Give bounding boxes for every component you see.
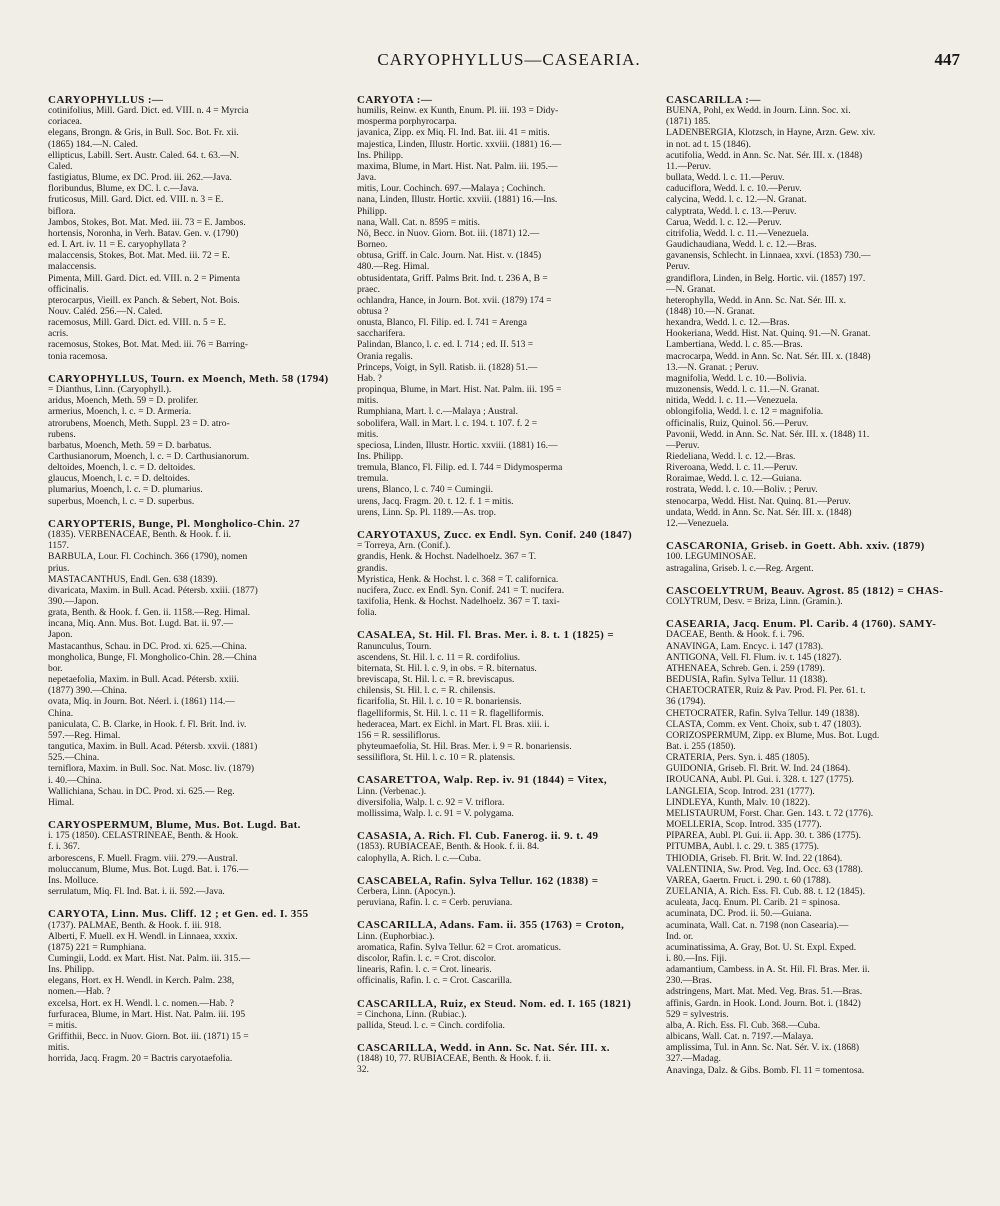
entry-line: excelsa, Hort. ex H. Wendl. l. c. nomen.—Hab. ? xyxy=(48,998,234,1009)
entry-line: ATHENAEA, Schreb. Gen. i. 259 (1789). xyxy=(666,663,825,674)
entry-line: astragalina, Griseb. l. c.—Reg. Argent. xyxy=(666,563,814,574)
entry-line: muzonensis, Wedd. l. c. 11.—N. Granat. xyxy=(666,385,820,396)
entry-line: glaucus, Moench, l. c. = D. deltoides. xyxy=(48,474,191,485)
entry-line: Gaudichaudiana, Wedd. l. c. 12.—Bras. xyxy=(666,240,817,251)
entry-line: citrifolia, Wedd. l. c. 11.—Venezuela. xyxy=(666,228,809,239)
entry-line: 13.—N. Granat. ; Peruv. xyxy=(666,362,759,373)
entry-line: urens, Linn. Sp. Pl. 1189.—As. trop. xyxy=(357,507,496,518)
entry-line: diversifolia, Walp. l. c. 92 = V. triflora. xyxy=(357,797,505,808)
entry-gap xyxy=(357,987,652,998)
genus-heading: CASCABELA, Rafin. Sylva Tellur. 162 (1838) = xyxy=(357,875,599,887)
entry-line: nana, Wall. Cat. n. 8595 = mitis. xyxy=(357,217,480,228)
entry-line: propinqua, Blume, in Mart. Hist. Nat. Palm. iii. 195 = xyxy=(357,385,562,396)
genus-heading: CASCARILLA, Adans. Fam. ii. 355 (1763) = Croton, xyxy=(357,920,625,932)
entry-line: 327.—Madag. xyxy=(666,1054,721,1065)
entry-line: Myristica, Henk. & Hochst. l. c. 368 = T. californica. xyxy=(357,574,559,585)
entry-line: DACEAE, Benth. & Hook. f. i. 796. xyxy=(666,630,805,641)
entry-line: malaccensis, Stokes, Bot. Mat. Med. iii. 72 = E. xyxy=(48,251,230,262)
entry-line: BUENA, Pohl, ex Wedd. in Journ. Linn. Soc. xi. xyxy=(666,106,851,117)
entry-line: amplissima, Tul. in Ann. Sc. Nat. Sér. V. ix. (1868) xyxy=(666,1043,860,1054)
entry-line: CRATERIA, Pers. Syn. i. 485 (1805). xyxy=(666,753,810,764)
entry-line: 597.—Reg. Himal. xyxy=(48,730,121,741)
genus-heading: CASCARILLA, Wedd. in Ann. Sc. Nat. Sér. III. x. xyxy=(357,1043,610,1055)
entry-line: biflora. xyxy=(48,206,76,217)
entry-line: tremula, Blanco, Fl. Filip. ed. I. 744 = Didymosperma xyxy=(357,463,563,474)
page-number: 447 xyxy=(934,50,960,69)
entry-line: aculeata, Jacq. Enum. Pl. Carib. 21 = spinosa. xyxy=(666,898,840,909)
entry-line: Nouv. Caléd. 256.—N. Caled. xyxy=(48,306,163,317)
entry-line: prius. xyxy=(48,563,70,574)
entry-line: adstringens, Mart. Mat. Med. Veg. Bras. 51.—Bras. xyxy=(666,987,863,998)
entry-line: fruticosus, Mill. Gard. Dict. ed. VIII. n. 3 = E. xyxy=(48,195,224,206)
entry-line: 525.—China. xyxy=(48,753,100,764)
entry-line: nepetaefolia, Maxim. in Bull. Acad. Pétersb. xxiii. xyxy=(48,675,240,686)
entry-line: oblongifolia, Wedd. l. c. 12 = magnifolia. xyxy=(666,407,824,418)
entry-line: Cumingii, Lodd. ex Mart. Hist. Nat. Palm. iii. 315.— xyxy=(48,953,251,964)
entry-line: peruviana, Rafin. l. c. = Cerb. peruviana. xyxy=(357,898,513,909)
entry-gap xyxy=(666,608,961,619)
entry-line: Caled. xyxy=(48,161,73,172)
entry-gap xyxy=(48,508,343,519)
entry-line: Roraimae, Wedd. l. c. 12.—Guiana. xyxy=(666,474,802,485)
entry-line: urens, Jacq. Fragm. 20. t. 12. f. 1 = mitis. xyxy=(357,496,514,507)
entry-line: CHAETOCRATER, Ruiz & Pav. Prod. Fl. Per. 61. t. xyxy=(666,686,866,697)
entry-line: Bat. i. 255 (1850). xyxy=(666,742,736,753)
entry-line: (1848) 10.—N. Granat. xyxy=(666,306,755,317)
running-head xyxy=(48,50,970,74)
entry-line: calycina, Wedd. l. c. 12.—N. Granat. xyxy=(666,195,807,206)
entry-line: BEDUSIA, Rafin. Sylva Tellur. 11 (1838). xyxy=(666,675,828,686)
entry-line: MOELLERIA, Scop. Introd. 335 (1777). xyxy=(666,820,822,831)
entry-line: malaccensis. xyxy=(48,262,97,273)
entry-line: LADENBERGIA, Klotzsch, in Hayne, Arzn. Gew. xiv. xyxy=(666,128,876,139)
entry-line: CORIZOSPERMUM, Zipp. ex Blume, Mus. Bot. Lugd. xyxy=(666,730,880,741)
entry-line: linearis, Rafin. l. c. = Crot. linearis. xyxy=(357,965,492,976)
entry-line: plumarius, Moench, l. c. = D. plumarius. xyxy=(48,485,203,496)
entry-gap xyxy=(666,530,961,541)
entry-line: Ins. Philipp. xyxy=(357,150,404,161)
entry-line: tangutica, Maxim. in Bull. Acad. Pétersb. xxvii. (1881) xyxy=(48,742,258,753)
entry-line: serrulatum, Miq. Fl. Ind. Bat. i. ii. 592.—Java. xyxy=(48,887,225,898)
entry-line: = Cinchona, Linn. (Rubiac.). xyxy=(357,1009,467,1020)
entry-line: = Dianthus, Linn. (Caryophyll.). xyxy=(48,385,172,396)
entry-line: PIPAREA, Aubl. Pl. Gui. ii. App. 30. t. 386 (1775). xyxy=(666,831,861,842)
genus-heading: CASCARILLA :— xyxy=(666,95,761,106)
entry-line: majestica, Linden, Illustr. Hortic. xxviii. (1881) 16.— xyxy=(357,139,562,150)
entry-line: alba, A. Rich. Ess. Fl. Cub. 368.—Cuba. xyxy=(666,1020,821,1031)
entry-line: fastigiatus, Blume, ex DC. Prod. iii. 262.—Java. xyxy=(48,173,232,184)
entry-line: magnifolia, Wedd. l. c. 10.—Bolivia. xyxy=(666,373,807,384)
entry-line: officinalis. xyxy=(48,284,89,295)
entry-line: 32. xyxy=(357,1065,369,1076)
entry-line: nomen.—Hab. ? xyxy=(48,987,111,998)
entry-line: (1853). RUBIACEAE, Benth. & Hook. f. ii. 84. xyxy=(357,842,540,853)
entry-gap xyxy=(48,363,343,374)
entry-line: ZUELANIA, A. Rich. Ess. Fl. Cub. 88. t. 12 (1845). xyxy=(666,887,865,898)
entry-line: (1835). VERBENACEAE, Benth. & Hook. f. ii. xyxy=(48,530,231,541)
entry-line: grata, Benth. & Hook. f. Gen. ii. 1158.—Reg. Himal. xyxy=(48,608,251,619)
genus-heading: CASALEA, St. Hil. Fl. Bras. Mer. i. 8. t. 1 (1825) = xyxy=(357,630,615,642)
entry-line: sobolifera, Wall. in Mart. l. c. 194. t. 107. f. 2 = xyxy=(357,418,538,429)
entry-line: (1737). PALMAE, Benth. & Hook. f. iii. 918. xyxy=(48,920,222,931)
entry-line: calophylla, A. Rich. l. c.—Cuba. xyxy=(357,853,482,864)
entry-line: adamantium, Cambess. in A. St. Hil. Fl. Bras. Mer. ii. xyxy=(666,965,870,976)
entry-line: Himal. xyxy=(48,797,75,808)
entry-line: GUIDONIA, Griseb. Fl. Brit. W. Ind. 24 (1864). xyxy=(666,764,851,775)
entry-line: maxima, Blume, in Mart. Hist. Nat. Palm. iii. 195.— xyxy=(357,161,558,172)
entry-line: phyteumaefolia, St. Hil. Bras. Mer. i. 9 = R. bonariensis. xyxy=(357,742,572,753)
entry-line: saccharifera. xyxy=(357,329,406,340)
entry-line: tonia racemosa. xyxy=(48,351,108,362)
entry-line: f. i. 367. xyxy=(48,842,80,853)
entry-line: folia. xyxy=(357,608,377,619)
entry-line: mongholica, Bunge, Fl. Mongholico-Chin. 28.—China xyxy=(48,652,257,663)
entry-line: grandiflora, Linden, in Belg. Hortic. vii. (1857) 197. xyxy=(666,273,866,284)
entry-line: Ins. Molluce. xyxy=(48,875,99,886)
entry-line: ANAVINGA, Lam. Encyc. i. 147 (1783). xyxy=(666,641,824,652)
entry-line: Jambos, Stokes, Bot. Mat. Med. iii. 73 = E. Jambos. xyxy=(48,217,246,228)
entry-line: incana, Miq. Ann. Mus. Bot. Lugd. Bat. ii. 97.— xyxy=(48,619,233,630)
entry-line: = Torreya, Arn. (Conif.). xyxy=(357,541,451,552)
entry-line: China. xyxy=(48,708,74,719)
entry-line: Pavonii, Wedd. in Ann. Sc. Nat. Sér. III. x. (1848) 11. xyxy=(666,429,870,440)
entry-line: ochlandra, Hance, in Journ. Bot. xvii. (1879) 174 = xyxy=(357,295,552,306)
genus-heading: CARYOPHYLLUS :— xyxy=(48,95,164,106)
entry-line: mollissima, Walp. l. c. 91 = V. polygama. xyxy=(357,808,514,819)
entry-line: —N. Granat. xyxy=(666,284,716,295)
entry-line: ovata, Miq. in Journ. Bot. Néerl. i. (1861) 114.— xyxy=(48,697,235,708)
column-middle xyxy=(357,95,652,1077)
entry-line: LINDLEYA, Kunth, Malv. 10 (1822). xyxy=(666,797,810,808)
genus-heading: CARYOTAXUS, Zucc. ex Endl. Syn. Conif. 240 (1847) xyxy=(357,530,633,542)
entry-line: acris. xyxy=(48,329,69,340)
entry-line: (1875) 221 = Rumphiana. xyxy=(48,942,147,953)
entry-line: PITUMBA, Aubl. l. c. 29. t. 385 (1775). xyxy=(666,842,820,853)
entry-gap xyxy=(48,898,343,909)
entry-line: bullata, Wedd. l. c. 11.—Peruv. xyxy=(666,173,785,184)
entry-line: Riveroana, Wedd. l. c. 11.—Peruv. xyxy=(666,463,798,474)
entry-line: BARBULA, Lour. Fl. Cochinch. 366 (1790), nomen xyxy=(48,552,248,563)
entry-gap xyxy=(357,1032,652,1043)
entry-line: breviscapa, St. Hil. l. c. = R. breviscapus. xyxy=(357,675,515,686)
entry-line: Carua, Wedd. l. c. 12.—Peruv. xyxy=(666,217,782,228)
entry-line: moluccanum, Blume, Mus. Bot. Lugd. Bat. i. 176.— xyxy=(48,864,249,875)
entry-line: 1157. xyxy=(48,541,70,552)
entry-gap xyxy=(48,809,343,820)
entry-line: officinalis, Ruiz, Quinol. 56.—Peruv. xyxy=(666,418,809,429)
entry-line: aromatica, Rafin. Sylva Tellur. 62 = Crot. aromaticus. xyxy=(357,942,561,953)
entry-line: aridus, Moench, Meth. 59 = D. prolifer. xyxy=(48,396,199,407)
entry-line: 390.—Japon. xyxy=(48,597,99,607)
entry-line: MASTACANTHUS, Endl. Gen. 638 (1839). xyxy=(48,574,218,585)
entry-line: racemosus, Stokes, Bot. Mat. Med. iii. 76 = Barring- xyxy=(48,340,249,351)
entry-line: discolor, Rafin. l. c. = Crot. discolor. xyxy=(357,953,497,964)
genus-heading: CASCARILLA, Ruiz, ex Steud. Nom. ed. I. 165 (1821) xyxy=(357,998,632,1010)
entry-line: ascendens, St. Hil. l. c. 11 = R. cordifolius. xyxy=(357,652,521,663)
entry-line: 12.—Venezuela. xyxy=(666,518,729,529)
entry-line: Linn. (Euphorbiac.). xyxy=(357,931,435,942)
entry-line: speciosa, Linden, Illustr. Hortic. xxviii. (1881) 16.— xyxy=(357,440,558,451)
entry-line: acuminata, Wall. Cat. n. 7198 (non Casearia).— xyxy=(666,920,849,931)
entry-line: superbus, Moench, l. c. = D. superbus. xyxy=(48,496,195,507)
genus-heading: CASCOELYTRUM, Beauv. Agrost. 85 (1812) = CHAS- xyxy=(666,585,944,597)
entry-line: 230.—Bras. xyxy=(666,976,712,987)
entry-line: macrocarpa, Wedd. in Ann. Sc. Nat. Sér. III. x. (1848) xyxy=(666,351,871,362)
entry-line: stenocarpa, Wedd. Hist. Nat. Quinq. 81.—Peruv. xyxy=(666,496,851,507)
entry-line: Java. xyxy=(357,173,377,184)
entry-line: i. 175 (1850). CELASTRINEAE, Benth. & Hook. xyxy=(48,831,239,842)
entry-line: Palindan, Blanco, l. c. ed. I. 714 ; ed. II. 513 = xyxy=(357,340,534,351)
entry-line: hexandra, Wedd. l. c. 12.—Bras. xyxy=(666,318,790,329)
entry-line: VALENTINIA, Sw. Prod. Veg. Ind. Occ. 63 (1788). xyxy=(666,864,863,875)
entry-line: pallida, Steud. l. c. = Cinch. cordifolia. xyxy=(357,1020,505,1031)
entry-line: hortensis, Noronha, in Verh. Batav. Gen. v. (1790) xyxy=(48,228,239,239)
entry-line: Pimenta, Mill. Gard. Dict. ed. VIII. n. 2 = Pimenta xyxy=(48,273,240,284)
entry-line: albicans, Wall. Cat. n. 7197.—Malaya. xyxy=(666,1032,814,1043)
entry-line: Ins. Philipp. xyxy=(357,452,404,462)
text-columns xyxy=(48,95,970,1077)
entry-line: 11.—Peruv. xyxy=(666,161,711,172)
entry-line: Griffithii, Becc. in Nuov. Giorn. Bot. iii. (1871) 15 = xyxy=(48,1032,249,1043)
entry-line: racemosus, Mill. Gard. Dict. ed. VIII. n. 5 = E. xyxy=(48,318,226,329)
genus-heading: CARYOPHYLLUS, Tourn. ex Moench, Meth. 58 (1794) xyxy=(48,373,329,385)
entry-line: acuminatissima, A. Gray, Bot. U. St. Expl. Exped. xyxy=(666,942,857,953)
entry-line: Cerbera, Linn. (Apocyn.). xyxy=(357,887,456,898)
entry-line: acutifolia, Wedd. in Ann. Sc. Nat. Sér. III. x. (1848) xyxy=(666,150,863,161)
entry-gap xyxy=(357,519,652,530)
genus-heading: CARYOSPERMUM, Blume, Mus. Bot. Lugd. Bat. xyxy=(48,820,301,832)
entry-line: ficarifolia, St. Hil. l. c. 10 = R. bonariensis. xyxy=(357,697,522,708)
entry-line: affinis, Gardn. in Hook. Lond. Journ. Bot. i. (1842) xyxy=(666,998,861,1009)
entry-line: humilis, Reinw. ex Kunth, Enum. Pl. iii. 193 = Didy- xyxy=(357,106,559,117)
entry-line: chilensis, St. Hil. l. c. = R. chilensis. xyxy=(357,686,496,697)
entry-line: Wallichiana, Schau. in DC. Prod. xi. 625.— Reg. xyxy=(48,786,235,797)
entry-line: COLYTRUM, Desv. = Briza, Linn. (Gramin.). xyxy=(666,597,843,607)
entry-line: armerius, Moench, l. c. = D. Armeria. xyxy=(48,407,192,418)
entry-line: VAREA, Gaertn. Fruct. i. 290. t. 60 (1788). xyxy=(666,875,832,886)
entry-line: Hab. ? xyxy=(357,373,382,384)
entry-line: praec. xyxy=(357,284,380,295)
entry-line: mosperma porphyrocarpa. xyxy=(357,117,457,128)
entry-line: (1877) 390.—China. xyxy=(48,686,127,697)
entry-line: grandis. xyxy=(357,563,388,574)
entry-line: Peruv. xyxy=(666,262,690,273)
entry-line: Borneo. xyxy=(357,240,388,251)
entry-line: Hookeriana, Wedd. Hist. Nat. Quinq. 91.—N. Granat. xyxy=(666,329,871,340)
entry-line: undata, Wedd. in Ann. Sc. Nat. Sér. III. x. (1848) xyxy=(666,507,852,518)
entry-line: Ranunculus, Tourn. xyxy=(357,641,432,652)
entry-line: arborescens, F. Muell. Fragm. viii. 279.—Austral. xyxy=(48,853,238,864)
entry-line: horrida, Jacq. Fragm. 20 = Bactris caryotaefolia. xyxy=(48,1054,233,1065)
entry-line: coriacea. xyxy=(48,117,83,128)
genus-heading: CASASIA, A. Rich. Fl. Cub. Fanerog. ii. 9. t. 49 xyxy=(357,831,599,843)
entry-line: Nö, Becc. in Nuov. Giorn. Bot. iii. (1871) 12.— xyxy=(357,228,540,239)
entry-line: floribundus, Blume, ex DC. l. c.—Java. xyxy=(48,184,199,195)
entry-line: officinalis, Rafin. l. c. = Crot. Cascarilla. xyxy=(357,976,513,987)
entry-line: cotinifolius, Mill. Gard. Dict. ed. VIII. n. 4 = Myrcia xyxy=(48,106,249,117)
entry-line: rubens. xyxy=(48,429,76,440)
entry-line: acuminata, DC. Prod. ii. 50.—Guiana. xyxy=(666,909,812,920)
entry-line: —Peruv. xyxy=(666,440,700,451)
entry-line: IROUCANA, Aubl. Pl. Gui. i. 328. t. 127 (1775). xyxy=(666,775,854,786)
entry-line: biternata, St. Hil. l. c. 9, in obs. = R. biternatus. xyxy=(357,663,537,674)
entry-line: pterocarpus, Vieill. ex Panch. & Sebert, Not. Bois. xyxy=(48,295,240,306)
genus-heading: CARYOPTERIS, Bunge, Pl. Mongholico-Chin. 27 xyxy=(48,518,301,530)
entry-line: CLASTA, Comm. ex Vent. Choix, sub t. 47 (1803). xyxy=(666,719,862,730)
entry-line: urens, Blanco, l. c. 740 = Cumingii. xyxy=(357,485,493,496)
entry-line: 529 = sylvestris. xyxy=(666,1009,729,1020)
entry-line: in not. ad t. 15 (1846). xyxy=(666,139,751,150)
entry-line: obtusa ? xyxy=(357,306,389,317)
entry-line: Lambertiana, Wedd. l. c. 85.—Bras. xyxy=(666,340,803,351)
entry-line: Alberti, F. Muell. ex H. Wendl. in Linnaea, xxxix. xyxy=(48,931,238,942)
entry-line: mitis. xyxy=(357,396,379,407)
entry-line: LANGLEIA, Scop. Introd. 231 (1777). xyxy=(666,786,815,797)
entry-line: taxifolia, Henk. & Hochst. Nadelhoelz. 367 = T. taxi- xyxy=(357,597,560,608)
entry-line: sessiliflora, St. Hil. l. c. 10 = R. platensis. xyxy=(357,753,516,764)
entry-line: javanica, Zipp. ex Miq. Fl. Ind. Bat. iii. 41 = mitis. xyxy=(357,128,550,139)
entry-line: i. 40.—China. xyxy=(48,775,102,786)
entry-line: 36 (1794). xyxy=(666,697,706,708)
entry-line: ellipticus, Labill. Sert. Austr. Caled. 64. t. 63.—N. xyxy=(48,150,240,161)
genus-heading: CARYOTA, Linn. Mus. Cliff. 12 ; et Gen. ed. I. 355 xyxy=(48,909,309,921)
entry-line: elegans, Brongn. & Gris, in Bull. Soc. Bot. Fr. xii. xyxy=(48,128,239,139)
entry-line: nitida, Wedd. l. c. 11.—Venezuela. xyxy=(666,396,798,407)
entry-line: Riedeliana, Wedd. l. c. 12.—Bras. xyxy=(666,452,796,462)
entry-line: onusta, Blanco, Fl. Filip. ed. I. 741 = Arenga xyxy=(357,318,528,329)
entry-line: Philipp. xyxy=(357,206,387,217)
entry-line: bor. xyxy=(48,663,63,674)
entry-line: Orania regalis. xyxy=(357,351,413,362)
entry-line: mitis, Lour. Cochinch. 697.—Malaya ; Cochinch. xyxy=(357,184,546,195)
entry-line: CHETOCRATER, Rafin. Sylva Tellur. 149 (1838). xyxy=(666,708,860,719)
entry-line: mitis. xyxy=(48,1043,70,1054)
entry-line: barbatus, Moench, Meth. 59 = D. barbatus. xyxy=(48,440,212,451)
entry-line: Princeps, Voigt, in Syll. Ratisb. ii. (1828) 51.— xyxy=(357,362,538,373)
entry-line: furfuracea, Blume, in Mart. Hist. Nat. Palm. iii. 195 xyxy=(48,1009,246,1020)
entry-gap xyxy=(357,619,652,630)
entry-line: Linn. (Verbenac.). xyxy=(357,786,427,797)
entry-line: Mastacanthus, Schau. in DC. Prod. xi. 625.—China. xyxy=(48,641,247,652)
entry-gap xyxy=(357,909,652,920)
entry-line: obtusa, Griff. in Calc. Journ. Nat. Hist. v. (1845) xyxy=(357,251,542,262)
entry-line: i. 80.—Ins. Fiji. xyxy=(666,953,727,964)
entry-line: mitis. xyxy=(357,429,379,440)
entry-gap xyxy=(357,865,652,876)
entry-line: elegans, Hort. ex H. Wendl. in Kerch. Palm. 238, xyxy=(48,976,235,987)
entry-line: (1865) 184.—N. Caled. xyxy=(48,139,138,150)
entry-line: flagelliformis, St. Hil. l. c. 11 = R. flagelliformis. xyxy=(357,708,544,719)
entry-line: grandis, Henk. & Hochst. Nadelhoelz. 367 = T. xyxy=(357,552,537,563)
column-right xyxy=(666,95,961,1077)
entry-line: tremula. xyxy=(357,474,389,485)
entry-line: (1848) 10, 77. RUBIACEAE, Benth. & Hook. f. ii. xyxy=(357,1054,551,1065)
entry-line: 100. LEGUMINOSAE. xyxy=(666,552,756,563)
entry-line: nucifera, Zucc. ex Endl. Syn. Conif. 241 = T. nucifera. xyxy=(357,585,565,596)
entry-gap xyxy=(357,820,652,831)
entry-line: Japon. xyxy=(48,630,73,641)
entry-line: 480.—Reg. Himal. xyxy=(357,262,430,273)
entry-line: Ins. Philipp. xyxy=(48,965,95,976)
entry-line: ANTIGONA, Vell. Fl. Flum. iv. t. 145 (1827). xyxy=(666,652,842,663)
column-left xyxy=(48,95,343,1077)
genus-heading: CASCARONIA, Griseb. in Goett. Abh. xxiv. (1879) xyxy=(666,541,925,553)
entry-line: ed. I. Art. iv. 11 = E. caryophyllata ? xyxy=(48,240,187,251)
genus-heading: CARYOTA :— xyxy=(357,95,433,106)
entry-line: divaricata, Maxim. in Bull. Acad. Pétersb. xxiii. (1877) xyxy=(48,585,258,596)
entry-line: Rumphiana, Mart. l. c.—Malaya ; Austral. xyxy=(357,407,518,418)
entry-gap xyxy=(666,575,961,586)
genus-heading: CASEARIA, Jacq. Enum. Pl. Carib. 4 (1760). SAMY- xyxy=(666,619,937,631)
entry-line: heterophylla, Wedd. in Ann. Sc. Nat. Sér. III. x. xyxy=(666,295,847,306)
entry-line: hederacea, Mart. ex Eichl. in Mart. Fl. Bras. xiii. i. xyxy=(357,719,550,730)
entry-line: Anavinga, Dalz. & Gibs. Bomb. Fl. 11 = tomentosa. xyxy=(666,1065,865,1076)
entry-line: (1871) 185. xyxy=(666,117,711,128)
entry-line: atrorubens, Moench, Meth. Suppl. 23 = D. atro- xyxy=(48,418,230,429)
entry-line: 156 = R. sessiliflorus. xyxy=(357,730,441,741)
entry-line: MELISTAURUM, Forst. Char. Gen. 143. t. 72 (1776). xyxy=(666,808,874,819)
entry-line: terniflora, Maxim. in Bull. Soc. Nat. Mosc. liv. (1879) xyxy=(48,764,254,775)
entry-line: paniculata, C. B. Clarke, in Hook. f. Fl. Brit. Ind. iv. xyxy=(48,719,247,730)
entry-line: rostrata, Wedd. l. c. 10.—Boliv. ; Peruv. xyxy=(666,485,818,496)
genus-heading: CASARETTOA, Walp. Rep. iv. 91 (1844) = Vitex, xyxy=(357,775,607,787)
entry-line: gavanensis, Schlecht. in Linnaea, xxvi. (1853) 730.— xyxy=(666,251,871,262)
entry-gap xyxy=(357,764,652,775)
entry-line: calyptrata, Wedd. l. c. 13.—Peruv. xyxy=(666,206,797,217)
entry-line: Carthusianorum, Moench, l. c. = D. Carthusianorum. xyxy=(48,451,250,462)
page-title: CARYOPHYLLUS—CASEARIA. xyxy=(377,50,641,69)
entry-line: caduciflora, Wedd. l. c. 10.—Peruv. xyxy=(666,184,802,195)
entry-line: THIODIA, Griseb. Fl. Brit. W. Ind. 22 (1864). xyxy=(666,853,843,864)
entry-line: = mitis. xyxy=(48,1020,78,1031)
entry-line: nana, Linden, Illustr. Hortic. xxviii. (1881) 16.—Ins. xyxy=(357,195,558,206)
entry-line: deltoides, Moench, l. c. = D. deltoides. xyxy=(48,463,196,474)
entry-line: obtusidentata, Griff. Palms Brit. Ind. t. 236 A, B = xyxy=(357,273,548,284)
entry-line: Ind. or. xyxy=(666,931,694,942)
